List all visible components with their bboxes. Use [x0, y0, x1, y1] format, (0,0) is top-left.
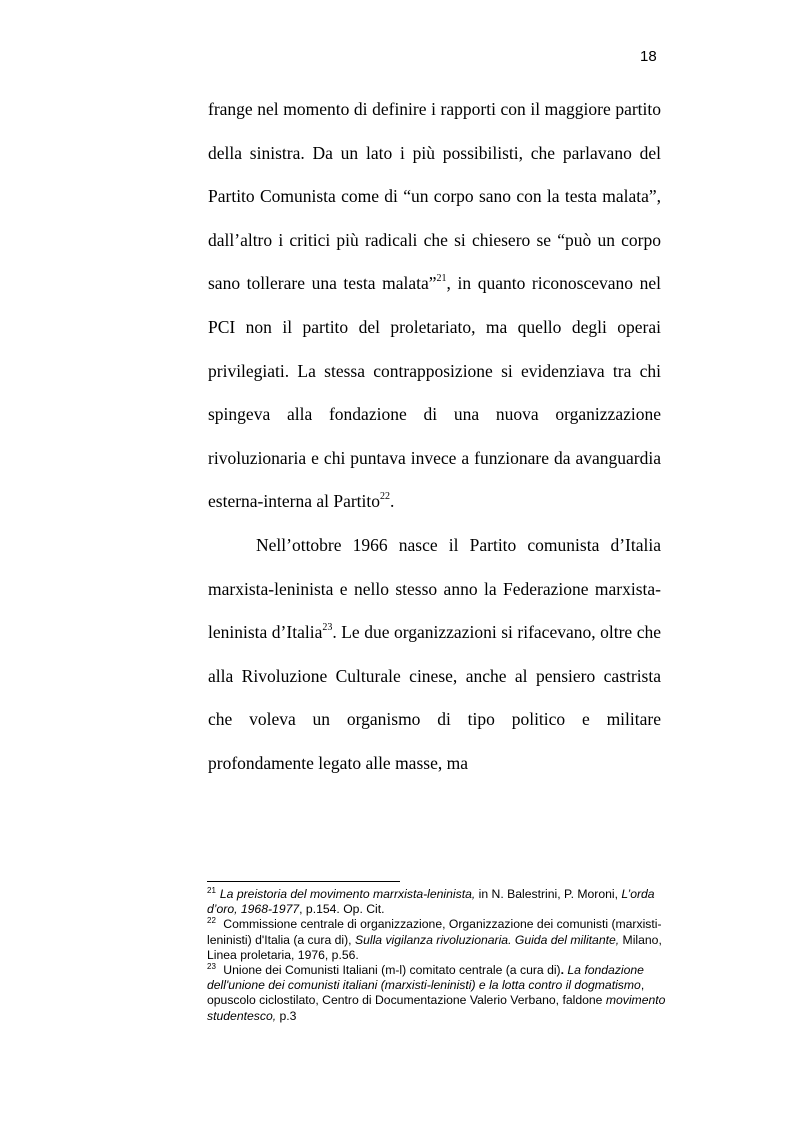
footnote-ref-21[interactable]: 21: [436, 273, 447, 285]
footnote-text: in N. Balestrini, P. Moroni,: [475, 887, 622, 901]
body-text: [208, 88, 661, 786]
footnote-text: Milano, Linea proletaria, 1976, p.56.: [207, 932, 662, 962]
footnote-number: 22: [207, 916, 216, 926]
footnote-23: [207, 963, 667, 1024]
paragraph-text: Nell’ottobre 1966 nasce il Partito comunista d’Italia marxista-leninista e nello stesso anno la Federazione marxista-leninista d’Italia: [208, 534, 661, 643]
footnote-work: L’orda d’oro, 1968-1977: [207, 887, 655, 917]
footnote-work: movimento studentesco,: [207, 993, 666, 1023]
footnote-number: 21: [207, 886, 216, 895]
footnote-work: La fondazione dell'unione dei comunisti italiani (marxisti-leninisti) e la lotta contro il dogmatismo: [207, 963, 644, 993]
page-number: 18: [640, 48, 657, 65]
footnote-text: Unione dei Comunisti Italiani (m-l) comitato centrale (a cura di): [219, 963, 561, 978]
footnote-text: p.3: [276, 1008, 297, 1023]
footnote-ref-23[interactable]: 23: [322, 622, 333, 634]
paragraph-text: , in quanto riconoscevano nel PCI non il partito del proletariato, ma quello degli operai privilegiati. La stessa contrapposizione si evidenziava tra chi spingeva alla fondazione di una nuova organizzazione rivoluzionaria e chi puntava invece a funzionare da avanguardia esterna-interna al Partito: [208, 273, 661, 512]
paragraph-text: . Le due organizzazioni si rifacevano, oltre che alla Rivoluzione Culturale cinese, anche al pensiero castrista che voleva un organismo di tipo politico e militare profondamente legato alle masse, ma: [208, 622, 661, 773]
footnote-work: Sulla vigilanza rivoluzionaria. Guida del militante,: [354, 932, 620, 947]
footnote-separator: [207, 881, 400, 882]
footnotes: [207, 887, 667, 1024]
footnote-dot: .: [560, 963, 564, 978]
paragraph-1: [208, 88, 661, 524]
footnote-title: La preistoria del movimento marrxista-leninista,: [219, 887, 476, 901]
footnote-text: , opuscolo ciclostilato, Centro di Documentazione Valerio Verbano, faldone: [207, 978, 645, 1008]
paragraph-text: .: [390, 491, 395, 512]
footnote-21: [207, 887, 667, 917]
footnote-ref-22[interactable]: 22: [380, 491, 391, 503]
footnote-number: 23: [207, 962, 216, 972]
paragraph-2: [208, 524, 661, 786]
footnote-22: [207, 917, 667, 963]
footnote-text: , p.154. Op. Cit.: [299, 902, 385, 917]
paragraph-text: frange nel momento di definire i rapporti con il maggiore partito della sinistra. Da un lato i più possibilisti, che parlavano del Partito Comunista come di “un corpo sano con la testa malata”, dall’altro i critici più radicali che si chiesero se “può un corpo sano tollerare una testa malata”: [208, 99, 661, 294]
footnote-text: Commissione centrale di organizzazione, Organizzazione dei comunisti (marxisti-leninisti) d'Italia (a cura di),: [207, 917, 662, 947]
